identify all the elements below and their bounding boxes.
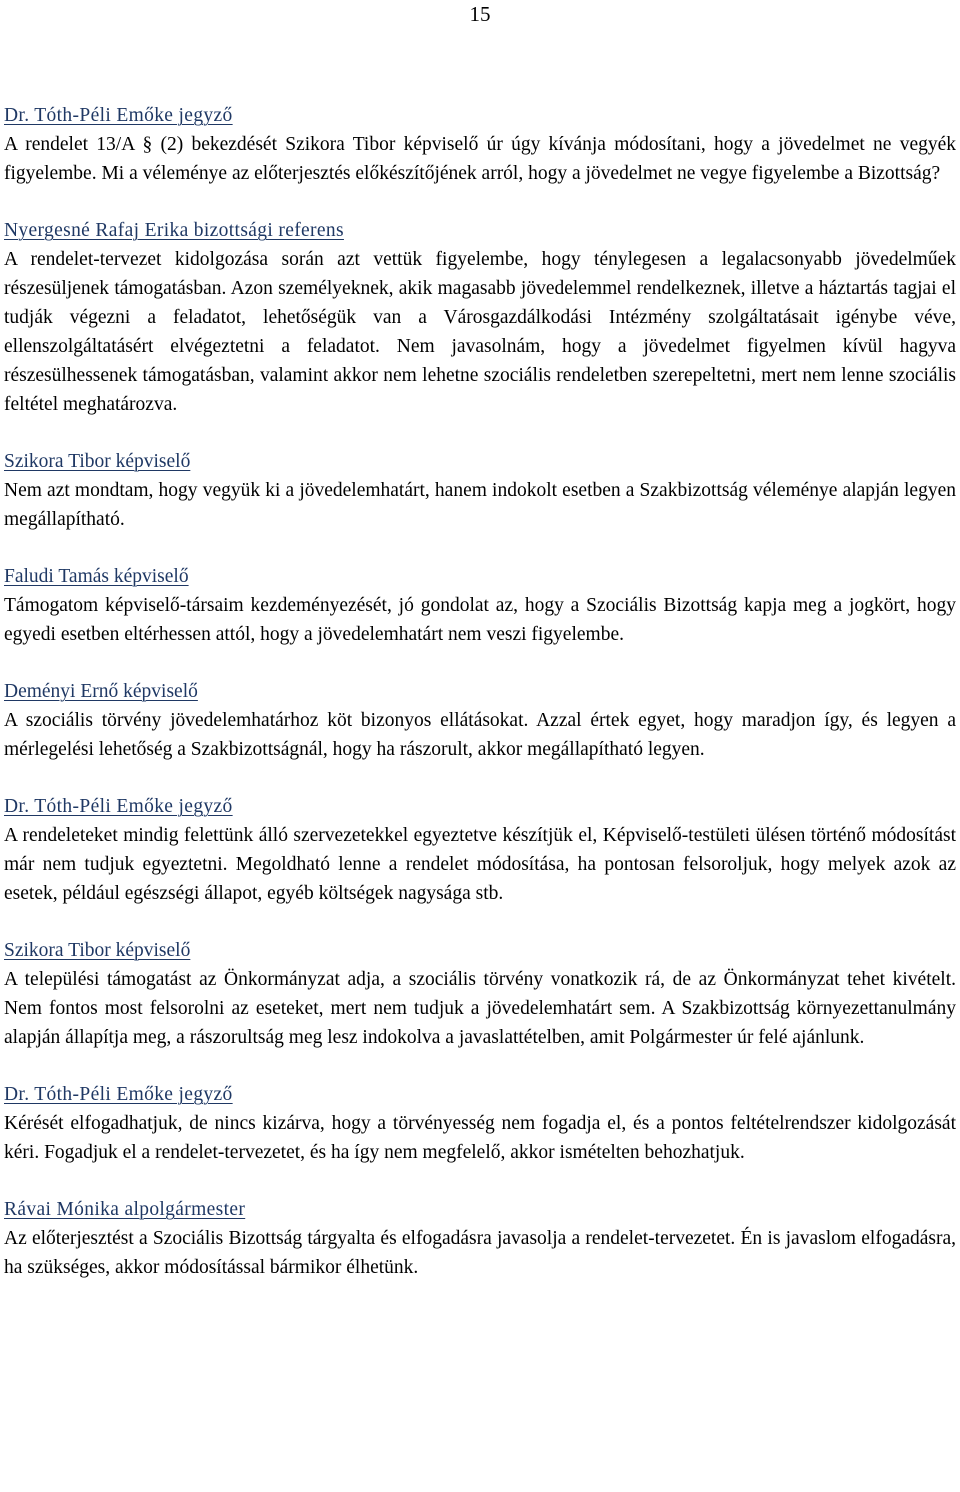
speech-text: A szociális törvény jövedelemhatárhoz köt bizonyos ellátásokat. Azzal értek egyet, hogy maradjon így, és legyen a mérlegelési lehetőség a Szakbizottságnál, hogy ha rászorult, akkor megállapítható legyen. <box>4 710 956 760</box>
speech-text: A rendelet 13/A § (2) bekezdését Szikora Tibor képviselő úr úgy kívánja módosítani, hogy a jövedelmet ne vegyék figyelembe. Mi a véleménye az előterjesztés előkészítőjének arról, hogy a jövedelmet ne vegye figyelembe a Bizottság? <box>4 134 956 184</box>
speech-text: A települési támogatást az Önkormányzat adja, a szociális törvény vonatkozik rá, de az Önkormányzat tehet kivételt. Nem fontos most felsorolni az eseteket, mert nem tudjuk a jövedelemhatárt sem. A Szakbizottság környezettanulmány alapján állapítja meg, a rászorultság meg lesz indokolva a javaslattételben, amit Polgármester úr felé ajánlunk. <box>4 969 956 1048</box>
speech-text: Az előterjesztést a Szociális Bizottság tárgyalta és elfogadásra javasolja a rendelet-tervezetet. Én is javaslom elfogadásra, ha szükséges, akkor módosítással bármikor élhetünk. <box>4 1228 956 1278</box>
speaker-name: Szikora Tibor képviselő <box>4 451 191 472</box>
speech-text: Nem azt mondtam, hogy vegyük ki a jövedelemhatárt, hanem indokolt esetben a Szakbizottság véleménye alapján legyen megállapítható. <box>4 480 956 530</box>
speaker-name: Dr. Tóth-Péli Emőke jegyző <box>4 105 233 126</box>
speech-block <box>4 792 956 908</box>
speech-block <box>4 101 956 188</box>
minutes-body <box>4 101 956 1310</box>
speech-block <box>4 216 956 419</box>
speech-text: A rendelet-tervezet kidolgozása során azt vettük figyelembe, hogy ténylegesen a legalacsonyabb jövedelműek részesüljenek támogatásban. Azon személyeknek, akik magasabb jövedelemmel rendelkeznek, illetve a háztartás tagjai el tudják végezni a feladatot, lehetőségük van a Városgazdálkodási Intézmény szolgáltatásait igénybe véve, ellenszolgáltatásért elvégeztetni a feladatot. Nem javasolnám, hogy a jövedelmet figyelmen kívül hagyva részesülhessenek támogatásban, valamint akkor nem lehetne szociális rendeletben szerepeltetni, mert nem lenne szociális feltétel meghatározva. <box>4 249 956 415</box>
speaker-name: Deményi Ernő képviselő <box>4 681 198 702</box>
speech-block <box>4 1195 956 1282</box>
speech-block <box>4 936 956 1052</box>
speech-block <box>4 447 956 534</box>
speech-block <box>4 677 956 764</box>
speaker-name: Faludi Tamás képviselő <box>4 566 189 587</box>
speech-text: Kérését elfogadhatjuk, de nincs kizárva, hogy a törvényesség nem fogadja el, és a pontos feltételrendszer kidolgozását kéri. Fogadjuk el a rendelet-tervezetet, és ha így nem megfelelő, akkor ismételten behozhatjuk. <box>4 1113 956 1163</box>
speaker-name: Dr. Tóth-Péli Emőke jegyző <box>4 1084 233 1105</box>
speech-block <box>4 1080 956 1167</box>
page-number: 15 <box>469 2 491 26</box>
speaker-name: Nyergesné Rafaj Erika bizottsági referens <box>4 220 344 241</box>
speaker-name: Rávai Mónika alpolgármester <box>4 1199 246 1220</box>
speech-text: Támogatom képviselő-társaim kezdeményezését, jó gondolat az, hogy a Szociális Bizottság kapja meg a jogkört, hogy egyedi esetben eltérhessen attól, hogy a jövedelemhatárt nem veszi figyelembe. <box>4 595 956 645</box>
speaker-name: Dr. Tóth-Péli Emőke jegyző <box>4 796 233 817</box>
speech-text: A rendeleteket mindig felettünk álló szervezetekkel egyeztetve készítjük el, Képviselő-testületi ülésen történő módosítást már nem tudjuk egyeztetni. Megoldható lenne a rendelet módosítása, ha pontosan felsoroljuk, hogy melyek azok az esetek, például egészségi állapot, egyéb költségek nagysága stb. <box>4 825 956 904</box>
speech-block <box>4 562 956 649</box>
speaker-name: Szikora Tibor képviselő <box>4 940 191 961</box>
